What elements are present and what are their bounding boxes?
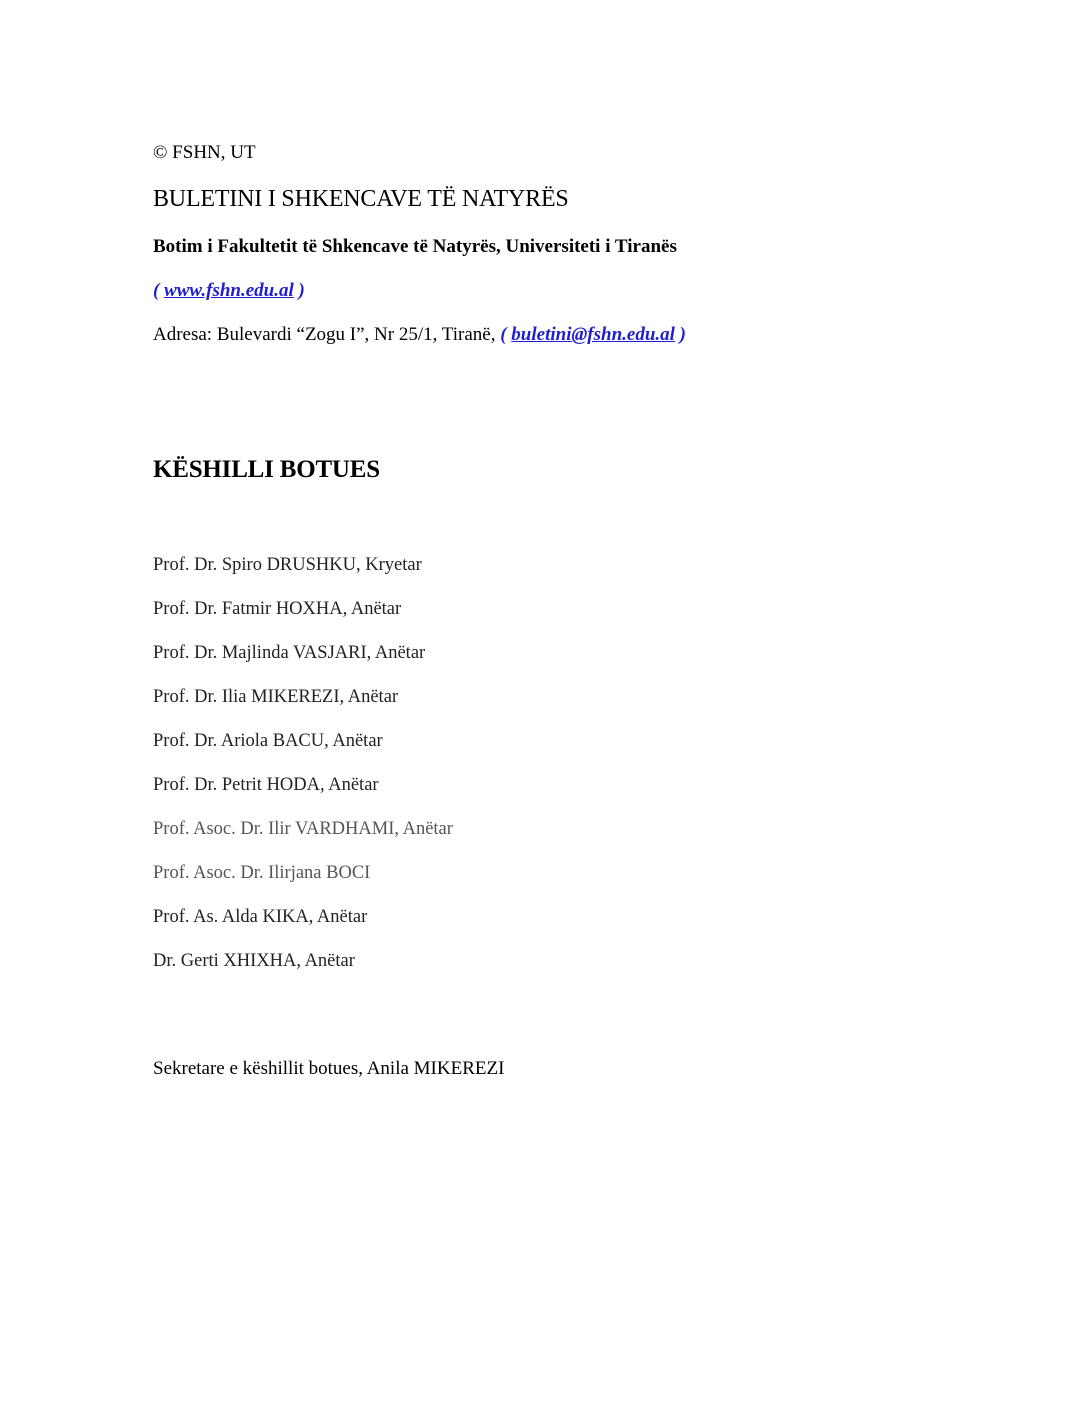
website-open-paren: (: [153, 280, 165, 301]
board-secretary: Sekretare e këshillit botues, Anila MIKEREZI: [153, 1058, 505, 1079]
email-close-paren: ): [674, 324, 686, 345]
board-member: Prof. Dr. Spiro DRUSHKU, Kryetar: [153, 555, 422, 575]
board-member: Prof. Asoc. Dr. Ilir VARDHAMI, Anëtar: [153, 819, 453, 839]
publisher-line: Botim i Fakultetit të Shkencave të Natyrës, Universiteti i Tiranës: [153, 236, 677, 257]
board-member: Prof. As. Alda KIKA, Anëtar: [153, 907, 368, 927]
board-member: Prof. Dr. Ariola BACU, Anëtar: [153, 731, 383, 751]
address-line: [153, 325, 686, 344]
website-line: [153, 281, 305, 300]
email-open-paren: (: [500, 324, 512, 345]
board-member: Prof. Dr. Fatmir HOXHA, Anëtar: [153, 599, 402, 619]
board-member: Prof. Dr. Ilia MIKEREZI, Anëtar: [153, 687, 399, 707]
board-member: Prof. Dr. Majlinda VASJARI, Anëtar: [153, 643, 426, 663]
journal-title: BULETINI I SHKENCAVE TË NATYRËS: [153, 186, 569, 212]
address-text: Adresa: Bulevardi “Zogu I”, Nr 25/1, Tiranë,: [153, 324, 501, 345]
board-member: Prof. Dr. Petrit HODA, Anëtar: [153, 775, 379, 795]
board-title: KËSHILLI BOTUES: [153, 456, 380, 483]
board-member: Prof. Asoc. Dr. Ilirjana BOCI: [153, 863, 371, 883]
website-link[interactable]: www.fshn.edu.al: [164, 280, 294, 301]
board-member: Dr. Gerti XHIXHA, Anëtar: [153, 951, 355, 971]
copyright-notice: © FSHN, UT: [153, 142, 256, 163]
website-close-paren: ): [293, 280, 305, 301]
email-link[interactable]: buletini@fshn.edu.al: [511, 324, 675, 345]
